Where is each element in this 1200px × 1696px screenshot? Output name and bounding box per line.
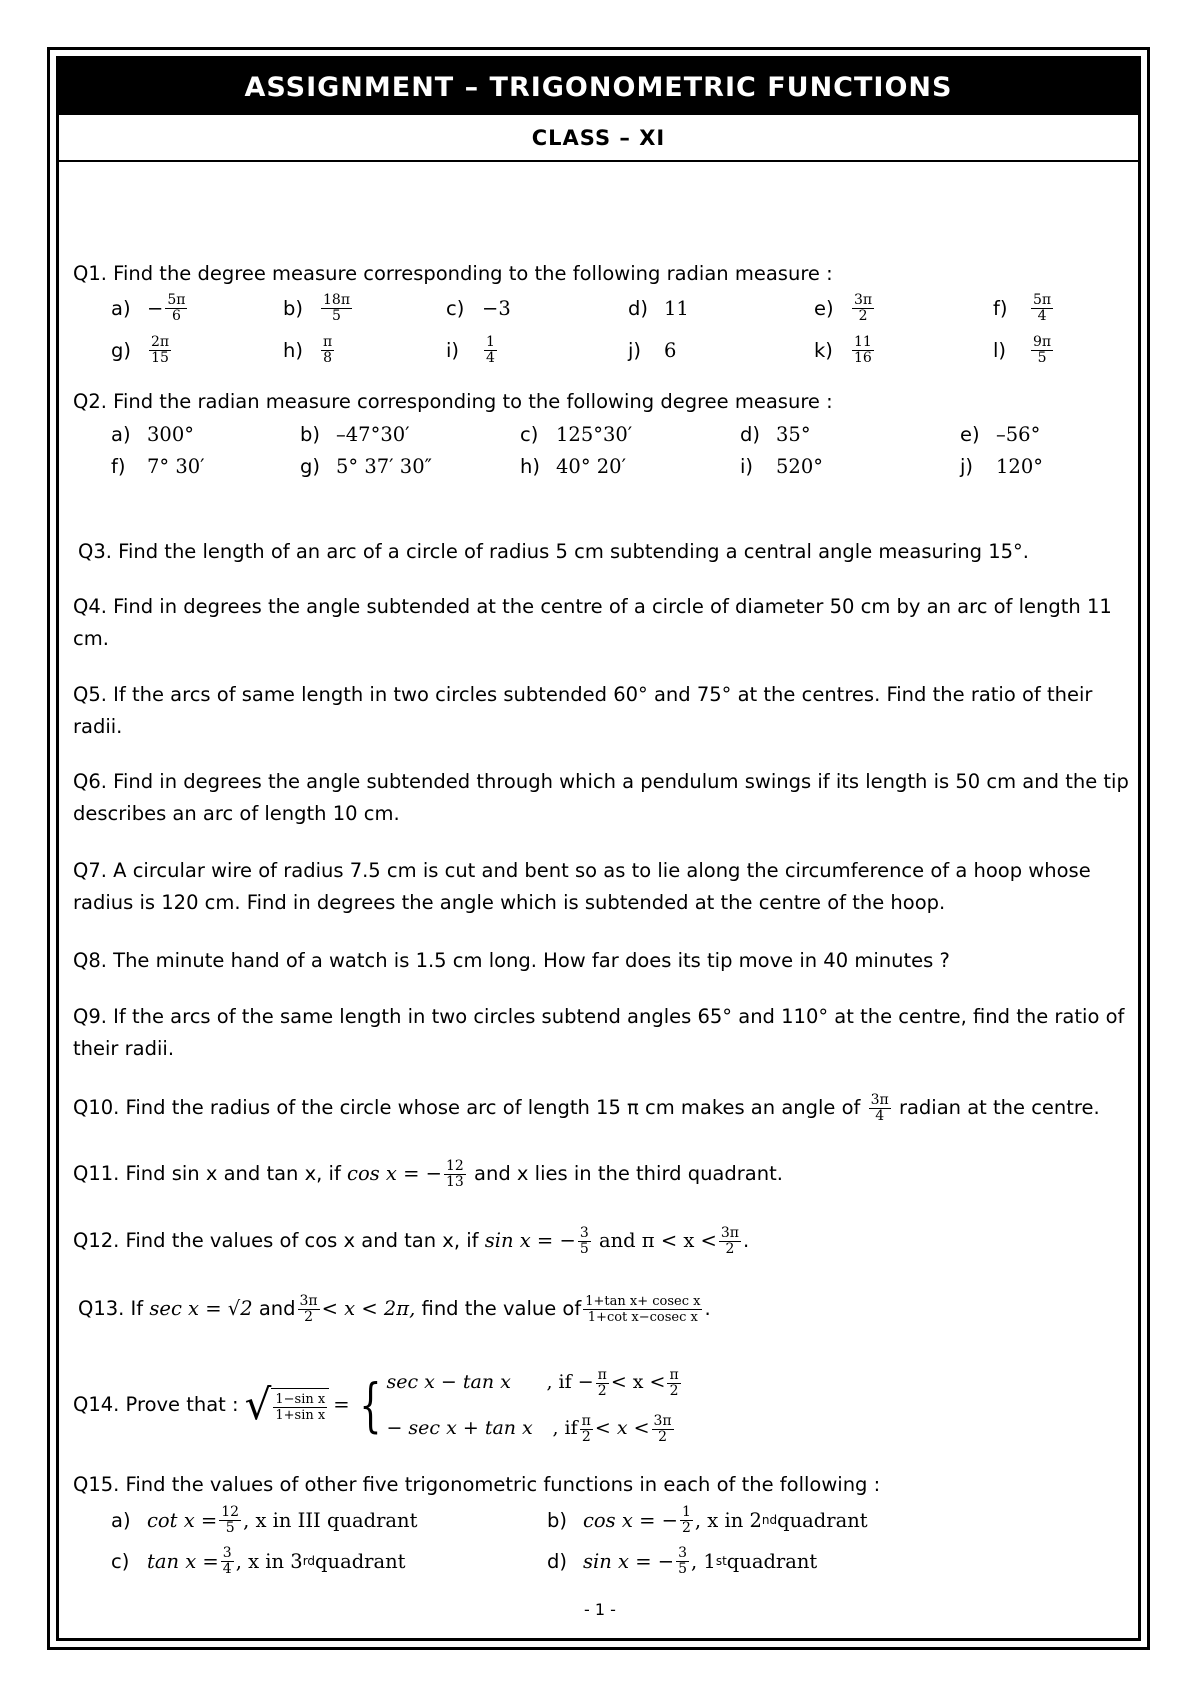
q1-option-f: f) $\frac{5\pi}{4}$ [993, 291, 1052, 324]
q5-text: Q5. If the arcs of same length in two circles subtended 60° and 75° at the centres. Find the ratio of their radii. [73, 683, 1093, 738]
q2-options-row-1 [73, 418, 1133, 450]
q2-option-c: c) 125°30′ [520, 422, 633, 446]
q1-option-i: i) $\frac{1}{4}$ [446, 333, 495, 366]
q15-option-c: c) tan x = $\frac{3}{4}$ , x in 3 rd quadrant [111, 1544, 406, 1577]
q15-options-row-1 [73, 1500, 1133, 1540]
q15-option-a: a) cot x = $\frac{12}{5}$ , x in III quadrant [111, 1503, 418, 1536]
q9-text: Q9. If the arcs of the same length in two circles subtend angles 65° and 110° at the centre, find the ratio of their radii. [73, 1005, 1125, 1060]
q15-options-row-2 [73, 1541, 1133, 1581]
class-label: CLASS – XI [59, 115, 1138, 162]
q1-option-a: a) − $\frac{5\pi}{6}$ [111, 291, 186, 324]
q1-option-g: g) $\frac{2\pi}{15}$ [111, 333, 170, 366]
q2-text: Q2. Find the radian measure corresponding to the following degree measure : [73, 390, 833, 413]
q6-text: Q6. Find in degrees the angle subtended through which a pendulum swings if its length is 50 cm and the tip describes an arc of length 10 cm. [73, 770, 1129, 825]
q2-option-f: f) 7° 30′ [111, 454, 205, 478]
q1-option-d: d) 11 [628, 296, 689, 320]
assignment-title: ASSIGNMENT – TRIGONOMETRIC FUNCTIONS [59, 59, 1138, 115]
q7-text: Q7. A circular wire of radius 7.5 cm is cut and bent so as to lie along the circumference of a hoop whose radius is 120 cm. Find in degrees the angle which is subtended at the centre of the hoop. [73, 859, 1091, 914]
q15-option-d: d) sin x = − $\frac{3}{5}$ , 1 st quadrant [547, 1544, 818, 1577]
q3-text: Q3. Find the length of an arc of a circle of radius 5 cm subtending a central angle measuring 15°. [78, 540, 1029, 563]
page-number: - 1 - [584, 1600, 616, 1619]
q1-text: Q1. Find the degree measure corresponding to the following radian measure : [73, 262, 833, 285]
q1-options-row-1 [73, 288, 1133, 328]
q4-text: Q4. Find in degrees the angle subtended at the centre of a circle of diameter 50 cm by an arc of length 11 cm. [73, 595, 1112, 650]
q13-text: Q13. If sec x = √2 and $\frac{3\pi}{2}$ < x < 2π, find the value of $\frac{\text{1+tan x+ cosec x}}{\text{1+cot x−cosec x}}$ . [78, 1293, 711, 1325]
q14-text: Q14. Prove that : √ $\frac{\text{1−sin x}}{\text{1+sin x}}$ = { sec x − tan x , if − $\frac{\pi}{2}$ < x < $\frac{\pi}{2}$ − sec x + tan x , if $\frac{\pi}{2}$ < x < $\frac{3\pi}{2}$ [73, 1355, 1133, 1455]
q1-option-c: c) −3 [446, 296, 511, 320]
q1-option-j: j) 6 [628, 338, 677, 362]
q14-piecewise: { sec x − tan x , if − $\frac{\pi}{2}$ < x < $\frac{\pi}{2}$ − sec x + tan x , if $\frac{\pi}{2}$ < x < $\frac{3\pi}{2}$ [358, 1366, 679, 1445]
q2-option-b: b) –47°30′ [300, 422, 410, 446]
q1-option-l: l) $\frac{9\pi}{5}$ [993, 333, 1052, 366]
q1-options-row-2 [73, 330, 1133, 370]
q2-option-j: j) 120° [960, 454, 1043, 478]
q12-text: Q12. Find the values of cos x and tan x, if sin x = − $\frac{3}{5}$ and π < x < $\frac{3\pi}{2}$ . [73, 1225, 750, 1257]
q15-option-b: b) cos x = − $\frac{1}{2}$ , x in 2 nd quadrant [547, 1503, 868, 1536]
q1-option-k: k) $\frac{11}{16}$ [814, 333, 872, 366]
q1-option-b: b) $\frac{18\pi}{5}$ [283, 291, 351, 324]
q14-square-root: √ $\frac{\text{1−sin x}}{\text{1+sin x}}$ [245, 1384, 330, 1426]
q10-text: Q10. Find the radius of the circle whose arc of length 15 π cm makes an angle of $\frac{3\pi}{4}$ radian at the centre. [73, 1092, 1100, 1124]
q2-option-h: h) 40° 20′ [520, 454, 627, 478]
q2-options-row-2 [73, 450, 1133, 482]
q15-text: Q15. Find the values of other five trigonometric functions in each of the following : [73, 1473, 881, 1496]
q2-option-d: d) 35° [740, 422, 811, 446]
q2-option-g: g) 5° 37′ 30″ [300, 454, 432, 478]
q1-option-e: e) $\frac{3\pi}{2}$ [814, 291, 873, 324]
q1-option-h: h) $\frac{\pi}{8}$ [283, 333, 333, 366]
q2-option-i: i) 520° [740, 454, 823, 478]
q11-text: Q11. Find sin x and tan x, if cos x = − $\frac{12}{13}$ and x lies in the third quadrant. [73, 1158, 783, 1190]
q2-option-e: e) –56° [960, 422, 1041, 446]
q8-text: Q8. The minute hand of a watch is 1.5 cm long. How far does its tip move in 40 minutes ? [73, 949, 950, 972]
q2-option-a: a) 300° [111, 422, 194, 446]
